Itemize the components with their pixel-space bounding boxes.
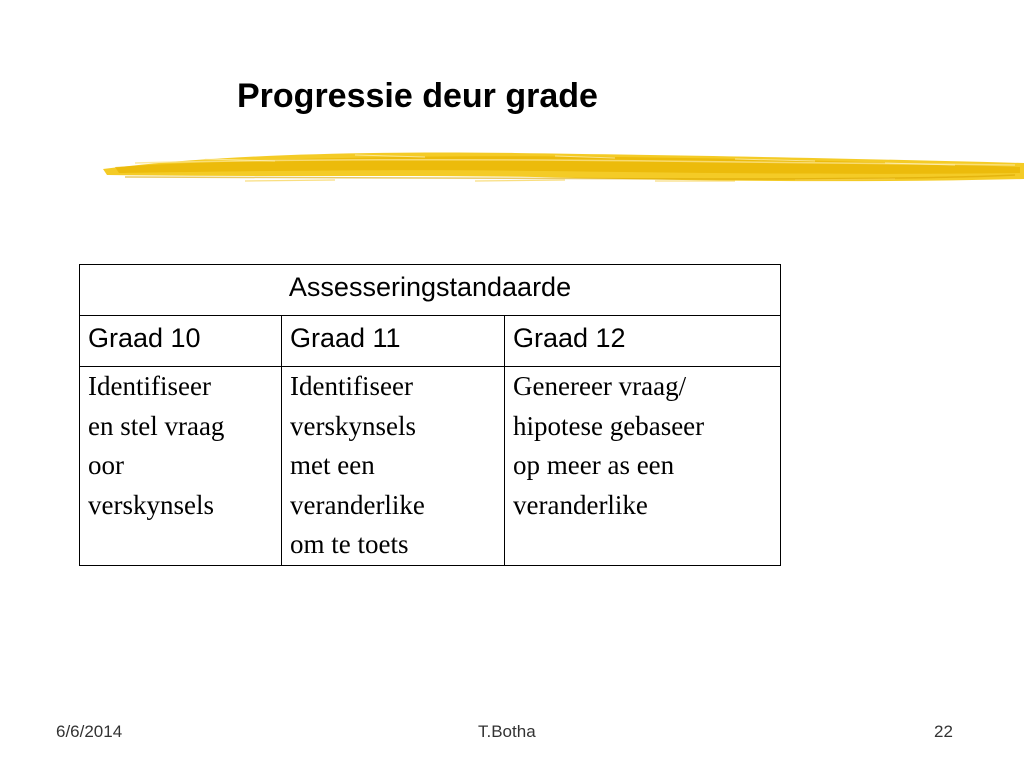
slide-title: Progressie deur grade <box>237 77 598 115</box>
grade-10-standard-cell <box>80 367 282 566</box>
text-line: oor <box>88 450 124 480</box>
text-line: met een <box>290 450 375 480</box>
footer-author: T.Botha <box>478 722 536 741</box>
text-line: op meer as een <box>513 450 675 480</box>
standards-row <box>80 367 781 566</box>
text-line: en stel vraag <box>88 410 225 441</box>
text-line: hipotese gebaseer <box>513 410 705 441</box>
text-line: Identifiseer <box>88 371 211 401</box>
column-header-grade-10: Graad 10 <box>80 316 282 367</box>
assessment-standards-table <box>79 264 781 566</box>
column-header-grade-12: Graad 12 <box>505 316 781 367</box>
text-line: veranderlike <box>513 489 648 520</box>
assessment-standards-table-wrap <box>79 264 780 566</box>
grade-11-standard-cell <box>282 367 505 566</box>
text-line: verskynsels <box>290 410 416 441</box>
footer-date: 6/6/2014 <box>56 722 123 741</box>
footer-page-number: 22 <box>934 722 953 741</box>
highlighter-brush-stroke <box>95 143 1024 191</box>
table-header-cell: Assesseringstandaarde <box>80 265 781 316</box>
grade-row <box>80 316 781 367</box>
grade-12-standard-cell <box>505 367 781 566</box>
text-line: om te toets <box>290 529 409 559</box>
column-header-grade-11: Graad 11 <box>282 316 505 367</box>
text-line: veranderlike <box>290 489 425 520</box>
text-line: Genereer vraag/ <box>513 371 687 401</box>
text-line: Identifiseer <box>290 371 413 401</box>
table-header-row <box>80 265 781 316</box>
text-line: verskynsels <box>88 489 214 520</box>
